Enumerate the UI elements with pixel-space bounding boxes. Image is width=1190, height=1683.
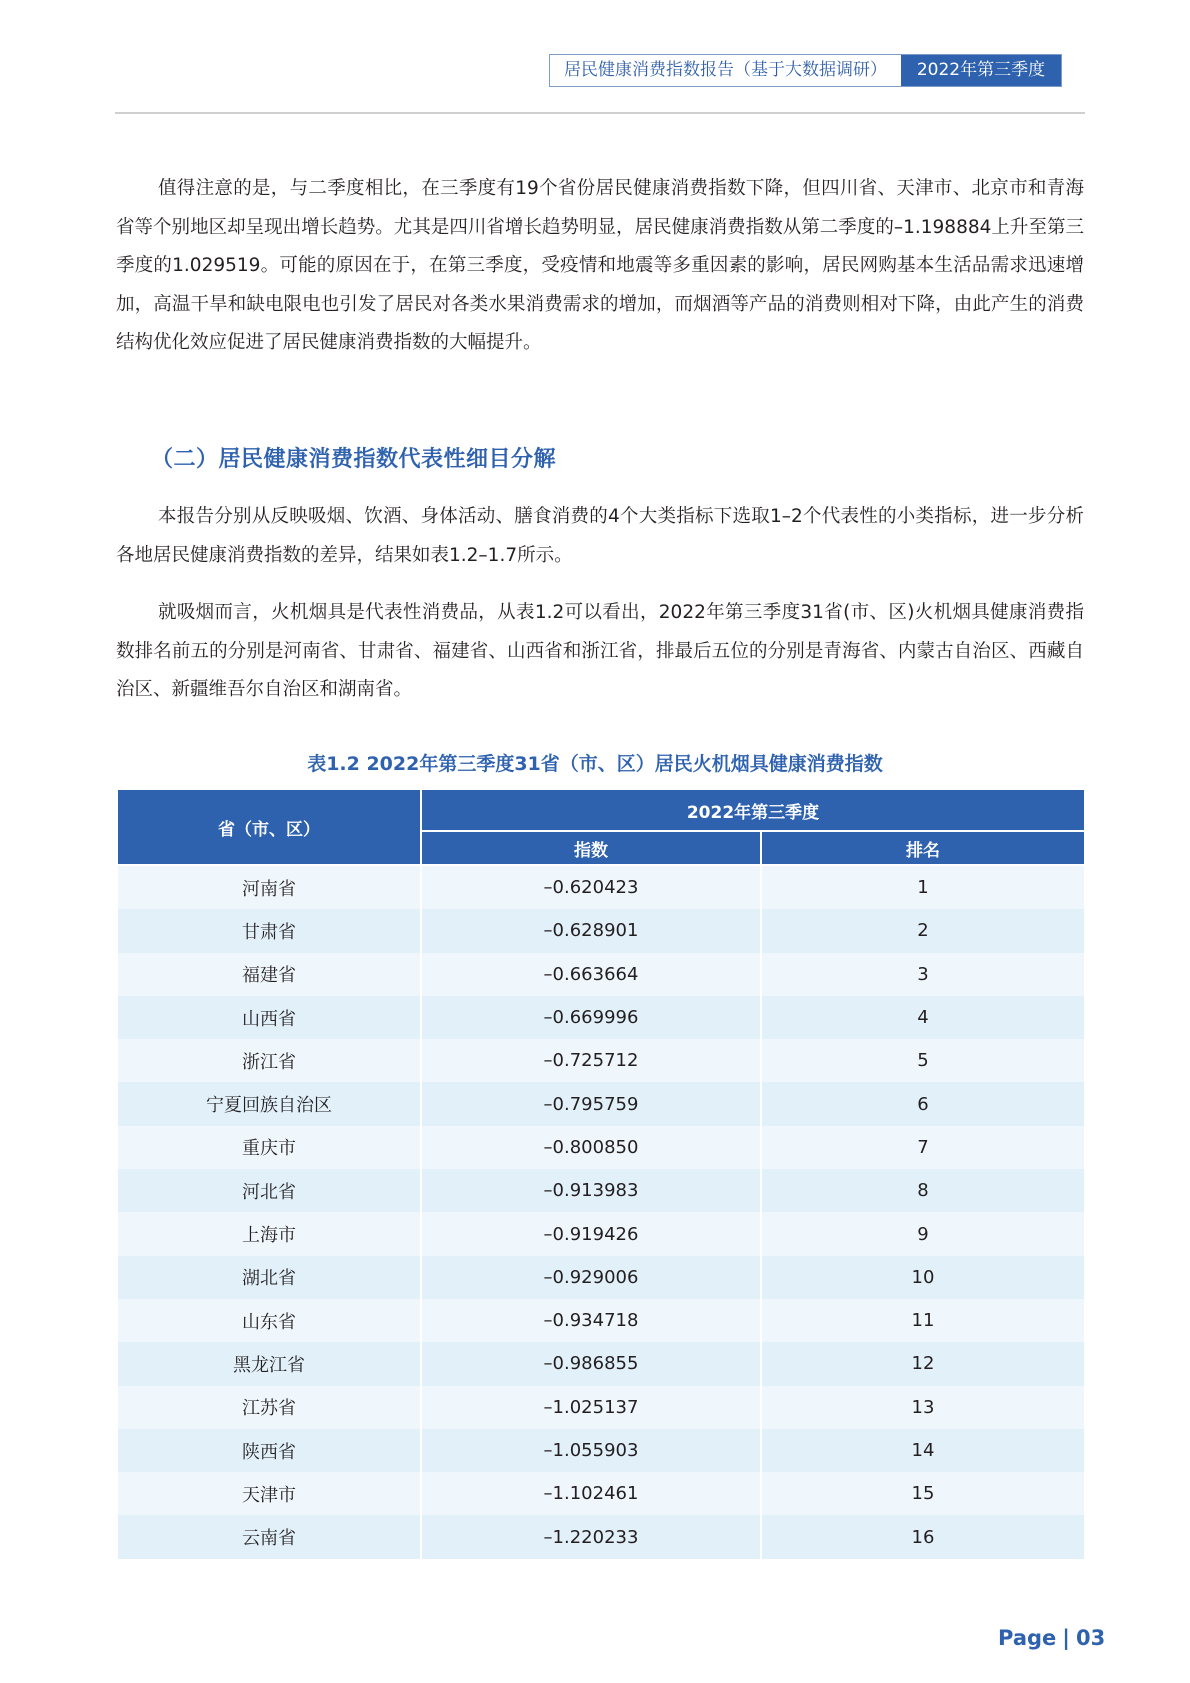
table-row	[117, 1212, 1085, 1255]
report-period: 2022年第三季度	[901, 55, 1061, 86]
cell-region: 山西省	[117, 996, 421, 1039]
table-row	[117, 996, 1085, 1039]
paragraph-smoking: 就吸烟而言，火机烟具是代表性消费品，从表1.2可以看出，2022年第三季度31省(市、区)火机烟具健康消费指数排名前五的分别是河南省、甘肃省、福建省、山西省和浙江省，排最后五位的分别是青海省、内蒙古自治区、西藏自治区、新疆维吾尔自治区和湖南省。	[116, 602, 1084, 700]
cell-rank: 9	[761, 1212, 1085, 1255]
cell-index: –1.025137	[421, 1386, 761, 1429]
table-caption: 表1.2 2022年第三季度31省（市、区）居民火机烟具健康消费指数	[307, 753, 883, 775]
cell-region: 天津市	[117, 1472, 421, 1515]
page-separator: |	[1062, 1626, 1070, 1650]
cell-rank: 8	[761, 1169, 1085, 1212]
cell-rank: 14	[761, 1429, 1085, 1472]
cell-region: 陕西省	[117, 1429, 421, 1472]
cell-region: 河南省	[117, 865, 421, 909]
cell-rank: 1	[761, 865, 1085, 909]
cell-rank: 6	[761, 1082, 1085, 1125]
table-body	[117, 865, 1085, 1559]
page-label: Page	[998, 1626, 1057, 1650]
page-footer	[998, 1626, 1105, 1650]
cell-rank: 11	[761, 1299, 1085, 1342]
cell-rank: 7	[761, 1126, 1085, 1169]
table-row	[117, 1386, 1085, 1429]
cell-index: –0.913983	[421, 1169, 761, 1212]
table-row	[117, 1126, 1085, 1169]
cell-index: –1.102461	[421, 1472, 761, 1515]
cell-region: 湖北省	[117, 1256, 421, 1299]
cell-rank: 4	[761, 996, 1085, 1039]
cell-index: –0.628901	[421, 909, 761, 952]
cell-index: –0.663664	[421, 953, 761, 996]
column-header-region: 省（市、区）	[117, 789, 421, 865]
cell-index: –0.934718	[421, 1299, 761, 1342]
cell-region: 浙江省	[117, 1039, 421, 1082]
running-header	[549, 54, 1062, 87]
report-title: 居民健康消费指数报告（基于大数据调研）	[550, 55, 901, 86]
cell-rank: 13	[761, 1386, 1085, 1429]
table-row	[117, 1342, 1085, 1385]
table-row	[117, 1256, 1085, 1299]
cell-region: 上海市	[117, 1212, 421, 1255]
cell-index: –0.929006	[421, 1256, 761, 1299]
cell-index: –0.795759	[421, 1082, 761, 1125]
column-header-period: 2022年第三季度	[421, 789, 1085, 831]
cell-region: 宁夏回族自治区	[117, 1082, 421, 1125]
table-row	[117, 953, 1085, 996]
table-row	[117, 1299, 1085, 1342]
table-row	[117, 909, 1085, 952]
table-row	[117, 1429, 1085, 1472]
cell-index: –1.220233	[421, 1515, 761, 1558]
cell-index: –0.919426	[421, 1212, 761, 1255]
header-divider	[115, 112, 1085, 114]
paragraph-method: 本报告分别从反映吸烟、饮酒、身体活动、膳食消费的4个大类指标下选取1–2个代表性的小类指标，进一步分析各地居民健康消费指数的差异，结果如表1.2–1.7所示。	[116, 506, 1084, 566]
cell-region: 云南省	[117, 1515, 421, 1558]
cell-rank: 3	[761, 953, 1085, 996]
cell-index: –0.800850	[421, 1126, 761, 1169]
cell-rank: 15	[761, 1472, 1085, 1515]
cell-rank: 16	[761, 1515, 1085, 1558]
section-title: （二）居民健康消费指数代表性细目分解	[151, 447, 557, 472]
table-row	[117, 1169, 1085, 1212]
column-header-index: 指数	[421, 831, 761, 865]
table-row	[117, 1082, 1085, 1125]
cell-region: 甘肃省	[117, 909, 421, 952]
cell-index: –0.986855	[421, 1342, 761, 1385]
cell-rank: 12	[761, 1342, 1085, 1385]
table-row	[117, 1039, 1085, 1082]
cell-index: –0.620423	[421, 865, 761, 909]
paragraph-growth-analysis: 值得注意的是，与二季度相比，在三季度有19个省份居民健康消费指数下降，但四川省、天津市、北京市和青海省等个别地区却呈现出增长趋势。尤其是四川省增长趋势明显，居民健康消费指数从第二季度的–1.198884上升至第三季度的1.029519。可能的原因在于，在第三季度，受疫情和地震等多重因素的影响，居民网购基本生活品需求迅速增加，高温干旱和缺电限电也引发了居民对各类水果消费需求的增加，而烟酒等产品的消费则相对下降，由此产生的消费结构优化效应促进了居民健康消费指数的大幅提升。	[116, 178, 1084, 353]
cell-region: 江苏省	[117, 1386, 421, 1429]
page-number: 03	[1075, 1626, 1106, 1650]
cell-region: 黑龙江省	[117, 1342, 421, 1385]
cell-rank: 2	[761, 909, 1085, 952]
table-row	[117, 865, 1085, 909]
cell-index: –0.669996	[421, 996, 761, 1039]
table-row	[117, 1472, 1085, 1515]
cell-rank: 10	[761, 1256, 1085, 1299]
cell-rank: 5	[761, 1039, 1085, 1082]
cell-region: 山东省	[117, 1299, 421, 1342]
cell-region: 河北省	[117, 1169, 421, 1212]
cell-index: –1.055903	[421, 1429, 761, 1472]
table-row	[117, 1515, 1085, 1558]
lighter-index-table	[116, 788, 1086, 1559]
cell-index: –0.725712	[421, 1039, 761, 1082]
column-header-rank: 排名	[761, 831, 1085, 865]
cell-region: 重庆市	[117, 1126, 421, 1169]
cell-region: 福建省	[117, 953, 421, 996]
